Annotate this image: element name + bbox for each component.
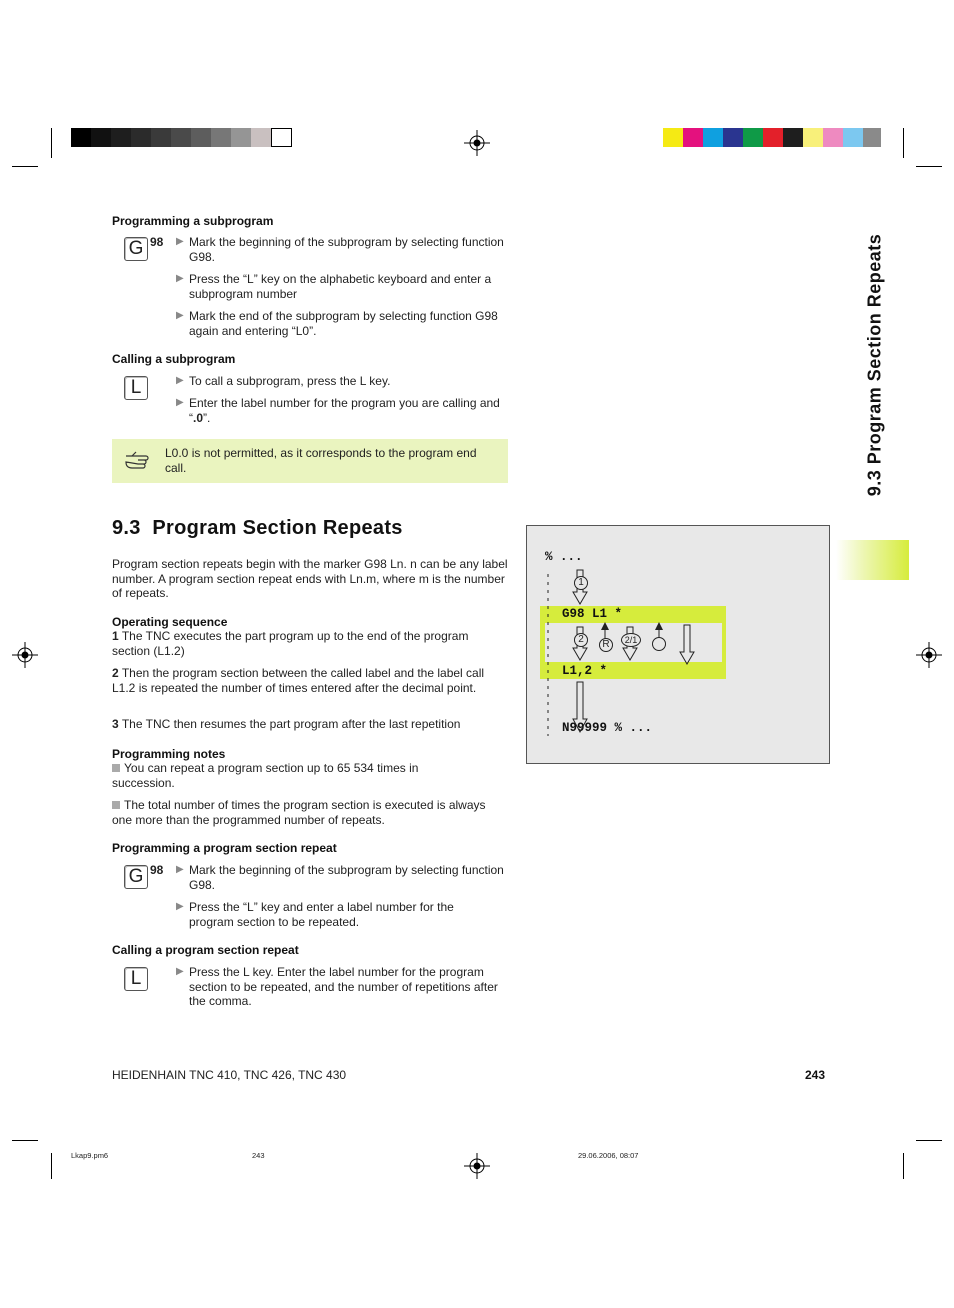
- list-item: The total number of times the program section is executed is always one more than the programmed number of repeats.: [112, 798, 486, 827]
- code-line-end: N99999 % ...: [562, 721, 653, 735]
- section-title: [112, 517, 403, 540]
- side-tab-title: 9.3 Program Section Repeats: [864, 233, 885, 497]
- list-item: You can repeat a program section up to 65 534 times in succession.: [112, 761, 419, 790]
- step: ▶ To call a subprogram, press the L key.: [176, 374, 391, 388]
- note-text: L0.0 is not permitted, as it corresponds to the program end call.: [165, 446, 477, 475]
- registration-mark-right: [916, 642, 942, 668]
- list-item: 2 Then the program section between the called label and the label call L1.2 is repeated the number of times entered after the decimal point.: [112, 666, 485, 695]
- key-number: 98: [150, 863, 164, 877]
- pointing-hand-icon: [124, 450, 156, 470]
- heading-calling-section-repeat: Calling a program section repeat: [112, 943, 299, 957]
- page-number: 243: [805, 1068, 826, 1082]
- marker-r: R: [599, 638, 613, 652]
- code-line-call: L1,2 *: [562, 664, 608, 678]
- l-key-icon: L: [124, 376, 148, 400]
- heading-programming-notes: Programming notes: [112, 747, 226, 761]
- bullet-icon: [112, 764, 120, 772]
- registration-mark-bottom: [464, 1153, 490, 1179]
- intro-text: Program section repeats begin with the marker G98 Ln. n can be any label number. A program section repeat ends with Ln.m, where m is the number of repeats.: [112, 557, 508, 600]
- heading-operating-sequence: Operating sequence: [112, 615, 228, 629]
- heading-programming-subprogram: Programming a subprogram: [112, 214, 274, 228]
- print-filename: Lkap9.pm6: [71, 1151, 109, 1160]
- flow-arrows: [527, 526, 829, 763]
- marker-1: 1: [574, 576, 588, 590]
- note-box: [112, 439, 508, 483]
- marker-2: 2: [574, 633, 588, 647]
- step: ▶ Press the “L” key and enter a label number for the program section to be repeated.: [176, 900, 454, 929]
- bullet-icon: [112, 801, 120, 809]
- step: ▶ Enter the label number for the program you are calling and “.0”.: [176, 396, 500, 425]
- key-number: 98: [150, 235, 164, 249]
- list-item: 3 The TNC then resumes the part program after the last repetition: [112, 717, 461, 731]
- list-item: 1 The TNC executes the part program up to the end of the program section (L1.2): [112, 629, 469, 658]
- section-number: 9.3: [112, 517, 141, 539]
- step: ▶ Mark the beginning of the subprogram by selecting function G98.: [176, 863, 504, 892]
- heading-calling-subprogram: Calling a subprogram: [112, 352, 236, 366]
- code-line-start: % ...: [545, 550, 583, 564]
- step: ▶ Mark the beginning of the subprogram by selecting function G98.: [176, 235, 504, 264]
- registration-mark-left: [12, 642, 38, 668]
- registration-mark-top: [464, 130, 490, 156]
- section-title-text: Program Section Repeats: [152, 517, 403, 539]
- program-flow-figure: [526, 525, 830, 764]
- footer-text: HEIDENHAIN TNC 410, TNC 426, TNC 430: [112, 1068, 347, 1082]
- g-key-icon: G: [124, 865, 148, 889]
- print-date: 29.06.2006, 08:07: [578, 1151, 639, 1160]
- step: ▶ Press the “L” key on the alphabetic keyboard and enter a subprogram number: [176, 272, 492, 301]
- heading-programming-section-repeat: Programming a program section repeat: [112, 841, 337, 855]
- step: ▶ Mark the end of the subprogram by selecting function G98 again and entering “L0”.: [176, 309, 498, 338]
- g-key-icon: G: [124, 237, 148, 261]
- marker-2-1: 2/1: [621, 633, 641, 647]
- code-line-label: G98 L1 *: [562, 607, 623, 621]
- print-page: 243: [252, 1151, 265, 1160]
- step: ▶ Press the L key. Enter the label number for the program section to be repeated, and the number of repetitions after the comma.: [176, 965, 498, 1008]
- l-key-icon: L: [124, 967, 148, 991]
- side-tab-marker: [836, 540, 909, 580]
